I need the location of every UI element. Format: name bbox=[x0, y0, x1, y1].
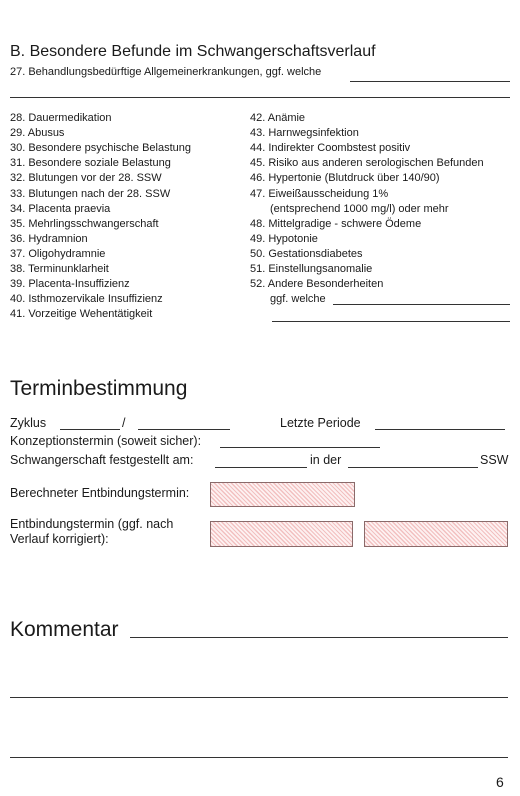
zyklus-field-1[interactable] bbox=[60, 429, 120, 430]
zyklus-separator: / bbox=[122, 416, 126, 430]
finding-item: 29. Abusus bbox=[10, 127, 65, 140]
finding-item: (entsprechend 1000 mg/l) oder mehr bbox=[270, 202, 449, 215]
terminbestimmung-title: Terminbestimmung bbox=[10, 377, 188, 400]
in-der-label: in der bbox=[310, 453, 342, 467]
item-52-extra-line[interactable] bbox=[272, 321, 510, 322]
konzeptionstermin-label: Konzeptionstermin (soweit sicher): bbox=[10, 434, 202, 448]
kommentar-title: Kommentar bbox=[10, 618, 119, 641]
berechneter-termin-field[interactable] bbox=[210, 482, 355, 507]
finding-item: 46. Hypertonie (Blutdruck über 140/90) bbox=[250, 172, 440, 185]
finding-item: 51. Einstellungsanomalie bbox=[250, 263, 373, 275]
zyklus-field-2[interactable] bbox=[138, 429, 230, 430]
finding-item: ggf. welche bbox=[270, 293, 326, 306]
item-27-answer-line[interactable] bbox=[350, 81, 510, 82]
finding-item: 30. Besondere psychische Belastung bbox=[10, 142, 192, 155]
finding-item: 42. Anämie bbox=[250, 112, 306, 124]
finding-item: 50. Gestationsdiabetes bbox=[250, 247, 363, 260]
kommentar-line-1[interactable] bbox=[130, 637, 508, 638]
finding-item: 48. Mittelgradige - schwere Ödeme bbox=[250, 217, 422, 230]
finding-item: 49. Hypotonie bbox=[250, 232, 318, 245]
finding-item: 35. Mehrlingsschwangerschaft bbox=[10, 217, 159, 230]
korrigierter-termin-field-2[interactable] bbox=[364, 521, 508, 547]
finding-item: 52. Andere Besonderheiten bbox=[250, 278, 384, 291]
korrigierter-termin-field-1[interactable] bbox=[210, 521, 353, 547]
item-27-extra-line[interactable] bbox=[10, 97, 510, 98]
finding-item: 43. Harnwegsinfektion bbox=[250, 127, 359, 140]
finding-item: 40. Isthmozervikale Insuffizienz bbox=[10, 293, 163, 306]
finding-item: 38. Terminunklarheit bbox=[10, 263, 109, 275]
item-52-answer-line[interactable] bbox=[333, 304, 510, 305]
finding-item: 28. Dauermedikation bbox=[10, 112, 112, 124]
kommentar-line-3[interactable] bbox=[10, 757, 508, 758]
finding-item: 33. Blutungen nach der 28. SSW bbox=[10, 187, 171, 200]
letzte-periode-field[interactable] bbox=[375, 429, 505, 430]
finding-item: 44. Indirekter Coombstest positiv bbox=[250, 142, 411, 155]
finding-item: 47. Eiweißausscheidung 1% bbox=[250, 187, 389, 200]
finding-item: 41. Vorzeitige Wehentätigkeit bbox=[10, 308, 153, 321]
zyklus-label: Zyklus bbox=[10, 416, 47, 430]
korrigierter-termin-label-line2: Verlauf korrigiert): bbox=[10, 532, 109, 546]
festgestellt-label: Schwangerschaft festgestellt am: bbox=[10, 453, 194, 467]
kommentar-line-2[interactable] bbox=[10, 697, 508, 698]
ssw-label: SSW bbox=[480, 453, 509, 467]
festgestellt-date-field[interactable] bbox=[215, 467, 307, 468]
item-27-label: 27. Behandlungsbedürftige Allgemeinerkrankungen, ggf. welche bbox=[10, 66, 322, 78]
finding-item: 31. Besondere soziale Belastung bbox=[10, 157, 171, 170]
finding-item: 36. Hydramnion bbox=[10, 232, 88, 245]
berechneter-termin-label: Berechneter Entbindungstermin: bbox=[10, 486, 190, 500]
ssw-field[interactable] bbox=[348, 467, 478, 468]
page-number: 6 bbox=[496, 774, 504, 790]
finding-item: 39. Placenta-Insuffizienz bbox=[10, 278, 130, 291]
finding-item: 45. Risiko aus anderen serologischen Befunden bbox=[250, 157, 484, 170]
letzte-periode-label: Letzte Periode bbox=[280, 416, 361, 430]
korrigierter-termin-label-line1: Entbindungstermin (ggf. nach bbox=[10, 517, 174, 531]
finding-item: 32. Blutungen vor der 28. SSW bbox=[10, 172, 162, 185]
finding-item: 34. Placenta praevia bbox=[10, 202, 111, 215]
section-b-title: B. Besondere Befunde im Schwangerschaftsverlauf bbox=[10, 43, 376, 60]
konzeptionstermin-field[interactable] bbox=[220, 447, 380, 448]
finding-item: 37. Oligohydramnie bbox=[10, 247, 106, 260]
